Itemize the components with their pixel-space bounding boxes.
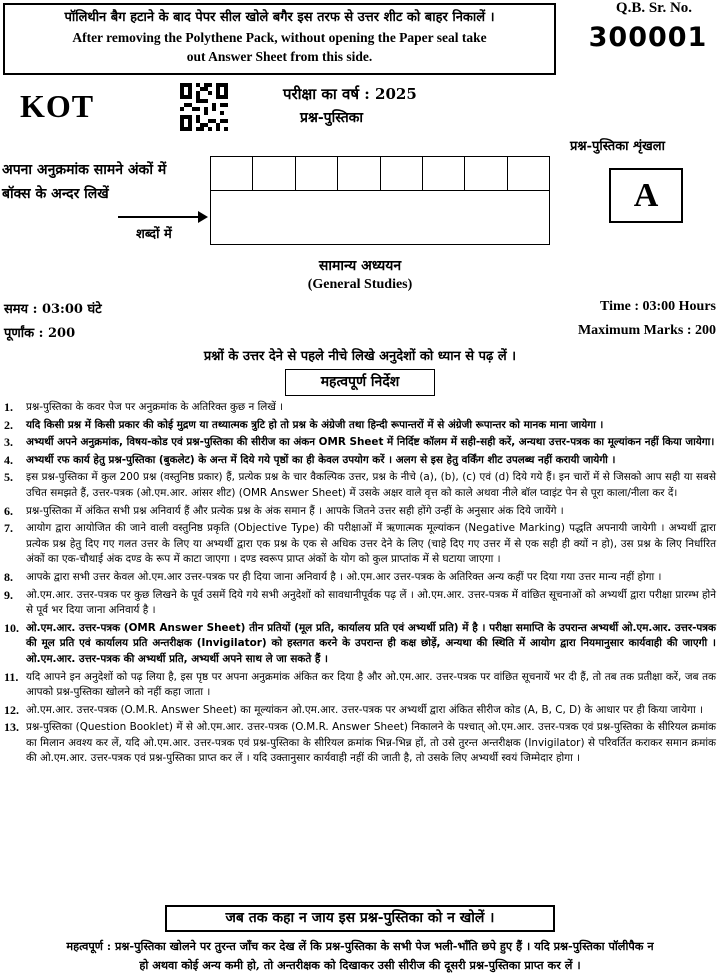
series-letter-box: A: [609, 168, 683, 223]
marks-english: Maximum Marks : 200: [577, 323, 716, 338]
do-not-open-box: जब तक कहा न जाय इस प्रश्न-पुस्तिका को न खोलें ।: [165, 905, 555, 932]
roll-label-line1: अपना अनुक्रमांक सामने अंकों में: [2, 162, 167, 178]
instruction-text: आयोग द्वारा आयोजित की जाने वाली वस्तुनिष्ठ प्रकृति (Objective Type) की परीक्षाओं में ऋणात्मक मूल्यांकन (Negative Marking) पद्धति अपनायी जायेगी । अभ्यर्थी द्वारा प्रत्येक प्रश्न हेतु दिए गए गलत उत्तर के लिए या अभ्यर्थी द्वारा एक प्रश्न के एक से अधिक उत्तर देने के लिए (चाहे दिए गए उत्तर में से एक सही ही क्यों न हो), उस प्रश्न के लिए निर्धारित अंकों का एक-चौथाई अंक दण्ड के रूप में काटा जाएगा । दण्ड स्वरूप प्राप्त अंकों के योग को कुल प्राप्तांक में से घटाया जाएगा ।: [26, 522, 716, 566]
qb-serial-label: Q.B. Sr. No.: [615, 0, 693, 16]
time-hindi: समय : 03:00 घंटे: [4, 302, 102, 317]
instruction-text: आपके द्वारा सभी उत्तर केवल ओ.एम.आर उत्तर-पत्रक पर ही दिया जाना अनिवार्य है । ओ.एम.आर उत्तर-पत्रक के अतिरिक्त अन्य कहीं पर दिया गया उत्तर मान्य नहीं होगा ।: [26, 570, 662, 583]
roll-digit-box[interactable]: [338, 157, 380, 190]
instruction-text: ओ.एम.आर. उत्तर-पत्रक पर कुछ लिखने के पूर्व उसमें दिये गये सभी अनुदेशों को सावधानीपूर्वक पढ़ लें । ओ.एम.आर. उत्तर-पत्रक में वांछित सूचनाओं को अभ्यर्थी द्वारा परीक्षा प्रारम्भ होने से पूर्व भर दिया जाना अनिवार्य है ।: [26, 588, 716, 617]
roll-number-digit-boxes[interactable]: [210, 156, 550, 191]
subject-hindi: सामान्य अध्ययन: [318, 258, 402, 274]
instruction-number: 4.: [4, 452, 13, 467]
instruction-text: अभ्यर्थी अपने अनुक्रमांक, विषय-कोड एवं प्रश्न-पुस्तिका की सीरीज का अंकन OMR Sheet में निर्दिष्ट कॉलम में सही-सही करें, अन्यथा उत्तर-पत्रक का मूल्यांकन नहीं किया जायेगा।: [26, 436, 715, 449]
instruction-number: 5.: [4, 470, 13, 485]
instruction-text: ओ.एम.आर. उत्तर-पत्रक (OMR Answer Sheet) तीन प्रतियों (मूल प्रति, कार्यालय प्रति एवं अभ्यर्थी प्रति) में है । परीक्षा समाप्ति के उपरान्त अभ्यर्थी ओ.एम.आर. उत्तर-पत्रक की मूल प्रति एवं कार्यालय प्रति अन्तरीक्षक (Invigilator) को हस्तगत करने के उपरान्त ही कक्ष छोड़ें, अन्यथा की स्थिति में आयोग द्वारा नियमानुसार कार्यवाही की जाएगी । ओ.एम.आर. उत्तर-पत्रक की अभ्यर्थी प्रति, अभ्यर्थी अपने साथ ले जा सकते हैं ।: [26, 621, 716, 665]
notice-english-line2: out Answer Sheet from this side.: [186, 49, 373, 64]
instruction-item: [4, 453, 716, 469]
roll-label-line2: बॉक्स के अन्दर लिखें: [2, 186, 109, 202]
booklet-code: KOT: [20, 88, 95, 124]
roll-digit-box[interactable]: [381, 157, 423, 190]
instruction-text: प्रश्न-पुस्तिका के कवर पेज पर अनुक्रमांक के अतिरिक्त कुछ न लिखें ।: [26, 401, 284, 413]
instruction-number: 2.: [4, 417, 13, 432]
instruction-number: 13.: [4, 720, 19, 735]
exam-year: परीक्षा का वर्ष : 2025: [283, 85, 417, 103]
instruction-number: 6.: [4, 503, 13, 518]
roll-digit-box[interactable]: [465, 157, 507, 190]
instruction-item: [4, 570, 716, 586]
notice-hindi: पॉलिथीन बैग हटाने के बाद पेपर सील खोले बगैर इस तरफ से उत्तर शीट को बाहर निकालें ।: [64, 10, 495, 25]
roll-digit-box[interactable]: [211, 157, 253, 190]
footer-line1: महत्वपूर्ण : प्रश्न-पुस्तिका खोलने पर तुरन्त जाँच कर देख लें कि प्रश्न-पुस्तिका के सभी पेज भली-भाँति छपे हुए हैं । यदि प्रश्न-पुस्तिका पॉलीपैक न: [66, 939, 654, 953]
roll-digit-box[interactable]: [296, 157, 338, 190]
booklet-title: प्रश्न-पुस्तिका: [300, 110, 364, 126]
instruction-item: [4, 703, 716, 719]
polythene-notice-box: [3, 3, 556, 75]
instruction-number: 10.: [4, 620, 19, 635]
arrow-right-icon: [118, 210, 208, 224]
instruction-text: ओ.एम.आर. उत्तर-पत्रक (O.M.R. Answer Sheet) का मूल्यांकन ओ.एम.आर. उत्तर-पत्रक पर अभ्यर्थी द्वारा अंकित सीरीज कोड (A, B, C, D) के आधार पर ही किया जायेगा ।: [26, 703, 703, 716]
notice-english-line1: After removing the Polythene Pack, without opening the Paper seal take: [72, 30, 487, 45]
instruction-number: 1.: [4, 400, 13, 414]
series-label: प्रश्न-पुस्तिका शृंखला: [570, 139, 665, 154]
instruction-item: [4, 720, 716, 767]
read-instructions-note: प्रश्नों के उत्तर देने से पहले नीचे लिखे अनुदेशों को ध्यान से पढ़ लें ।: [203, 349, 517, 364]
instruction-item: [4, 670, 716, 701]
roll-digit-box[interactable]: [508, 157, 549, 190]
instruction-text: यदि आपने इन अनुदेशों को पढ़ लिया है, इस पृष्ठ पर अपना अनुक्रमांक अंकित कर दिया है और ओ.एम.आर. उत्तर-पत्रक पर वांछित सूचनायें भर दी हैं, तो तब तक प्रतीक्षा करें, जब तक आपको प्रश्न-पुस्तिका खोलने को नहीं कहा जाता ।: [26, 670, 716, 699]
instruction-text: प्रश्न-पुस्तिका में अंकित सभी प्रश्न अनिवार्य हैं और प्रत्येक प्रश्न के अंक समान हैं । आपके जितने उत्तर सही होंगे उन्हीं के अनुसार अंक दिये जायेंगे ।: [26, 504, 564, 517]
instructions-list: [4, 400, 716, 769]
qb-serial-number: 300001: [588, 22, 708, 53]
instruction-item: [4, 435, 716, 451]
instructions-heading: महत्वपूर्ण निर्देश: [285, 369, 435, 396]
instruction-number: 3.: [4, 435, 13, 450]
instruction-text: यदि किसी प्रश्न में किसी प्रकार की कोई मुद्रण या तथ्यात्मक त्रुटि हो तो प्रश्न के अंग्रेजी तथा हिन्दी रूपान्तरों में से अंग्रेजी रूपान्तर को मानक माना जायेगा ।: [26, 418, 604, 431]
instruction-number: 9.: [4, 587, 13, 602]
roll-digit-box[interactable]: [423, 157, 465, 190]
instruction-number: 7.: [4, 521, 13, 536]
instruction-number: 12.: [4, 702, 19, 717]
instruction-item: [4, 418, 716, 434]
roll-number-words-box[interactable]: [210, 190, 550, 245]
instruction-item: [4, 504, 716, 520]
roll-digit-box[interactable]: [253, 157, 295, 190]
instruction-item: [4, 621, 716, 668]
in-words-label: शब्दों में: [136, 227, 172, 242]
footer-important-note: [4, 937, 716, 975]
instruction-number: 8.: [4, 569, 13, 584]
qr-code-icon: [180, 82, 228, 132]
instruction-text: प्रश्न-पुस्तिका (Question Booklet) में से ओ.एम.आर. उत्तर-पत्रक (O.M.R. Answer Sheet) निकालने के पश्चात् ओ.एम.आर. उत्तर-पत्रक एवं प्रश्न-पुस्तिका के सीरियल क्रमांक का मिलान अवश्य कर लें, यदि ओ.एम.आर. उत्तर-पत्रक एवं प्रश्न-पुस्तिका के सीरियल क्रमांक भिन्न-भिन्न हों, तो उसे तुरन्त अन्तरीक्षक (Invigilator) से परिवर्तित कराकर समान क्रमांक की ओ.एम.आर. उत्तर-पत्रक एवं प्रश्न-पुस्तिका प्राप्त कर लें । यदि उक्तानुसार कार्यवाही नहीं की जाती है, तो उसके लिए अभ्यर्थी स्वयं जिम्मेदार होगा ।: [26, 721, 716, 765]
footer-line2: हो अथवा कोई अन्य कमी हो, तो अन्तरीक्षक को दिखाकर उसी सीरीज की दूसरी प्रश्न-पुस्तिका प्राप्त कर लें ।: [139, 958, 581, 972]
subject-english: (General Studies): [307, 277, 413, 292]
time-english: Time : 03:00 Hours: [599, 299, 716, 314]
marks-hindi: पूर्णांक : 200: [4, 326, 76, 341]
roll-number-instruction: [2, 158, 166, 206]
instruction-number: 11.: [4, 669, 19, 684]
instruction-item: [4, 470, 716, 501]
instruction-text: इस प्रश्न-पुस्तिका में कुल 200 प्रश्न (वस्तुनिष्ठ प्रकार) हैं, प्रत्येक प्रश्न के चार वैकल्पिक उत्तर, प्रश्न के नीचे (a), (b), (c) एवं (d) दिये गये हैं। इन चारों में से जिसको आप सही या सबसे उचित समझते हैं, उत्तर-पत्रक (ओ.एम.आर. आंसर शीट) (OMR Answer Sheet) में उसके अक्षर वाले वृत्त को काले अथवा नीले बॉल प्वाइंट पेन से पूरा काला/नीला कर दें।: [26, 471, 716, 499]
instruction-text: अभ्यर्थी रफ कार्य हेतु प्रश्न-पुस्तिका (बुकलेट) के अन्त में दिये गये पृष्ठों का ही केवल उपयोग करें । अलग से इस हेतु वर्किंग शीट उपलब्ध नहीं करायी जायेगी ।: [26, 453, 616, 466]
instruction-item: [4, 521, 716, 568]
instruction-item: [4, 588, 716, 619]
instruction-item: [4, 400, 716, 416]
